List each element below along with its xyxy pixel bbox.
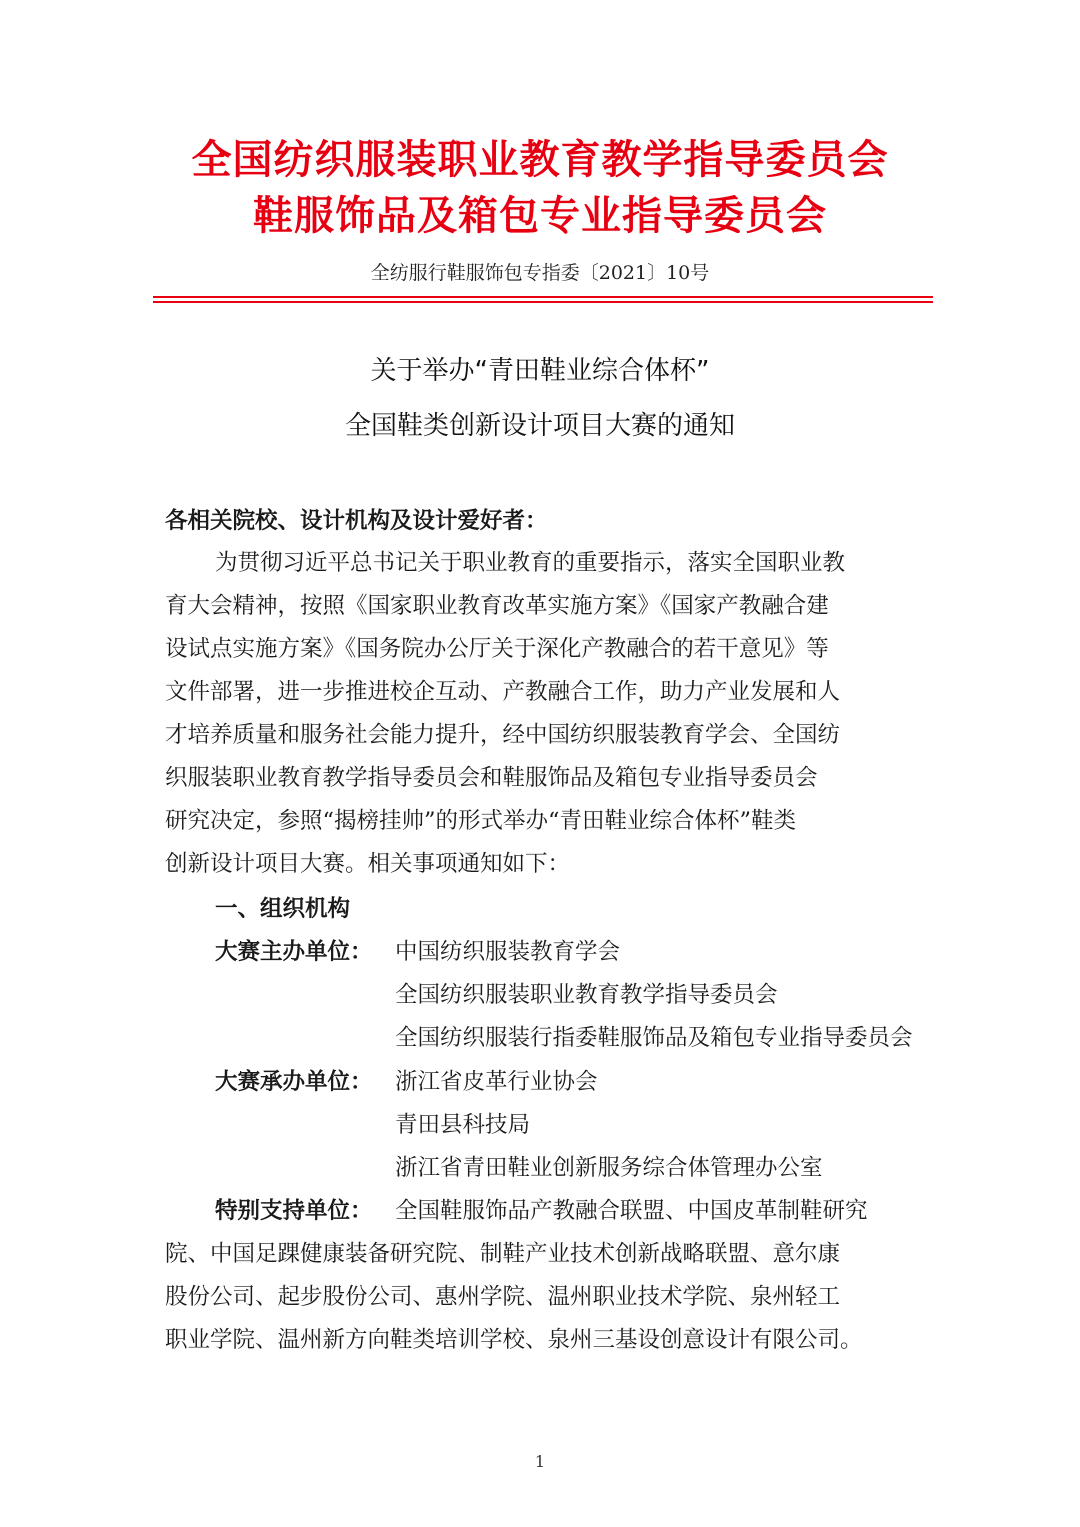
host-unit: 中国纺织服装教育学会: [395, 939, 621, 965]
organizer-unit: 青田县科技局: [395, 1112, 531, 1138]
notice-title-line2: 全国鞋类创新设计项目大赛的通知: [344, 411, 735, 441]
issuer-title-line1: 全国纺织服装职业教育教学指导委员会: [191, 137, 889, 183]
intro-line: 研究决定，参照“揭榜挂帅”的形式举办“青田鞋业综合体杯”鞋类: [165, 808, 797, 834]
support-line: 院、中国足踝健康装备研究院、制鞋产业技术创新战略联盟、意尔康: [165, 1241, 841, 1267]
host-unit: 全国纺织服装行指委鞋服饰品及箱包专业指导委员会: [395, 1025, 913, 1051]
support-line: 职业学院、温州新方向鞋类培训学校、泉州三基设创意设计有限公司。: [165, 1327, 863, 1353]
section-heading-organization: 一、组织机构: [215, 896, 351, 922]
host-label: 大赛主办单位：: [215, 939, 373, 965]
issuer-title-line2: 鞋服饰品及箱包专业指导委员会: [253, 193, 827, 239]
red-divider-thick: [153, 296, 933, 298]
page-number: 1: [534, 1452, 546, 1471]
support-label: 特别支持单位：: [215, 1198, 373, 1224]
intro-line: 为贯彻习近平总书记关于职业教育的重要指示，落实全国职业教: [215, 550, 846, 576]
support-line: 股份公司、起步股份公司、惠州学院、温州职业技术学院、泉州轻工: [165, 1284, 841, 1310]
salutation: 各相关院校、设计机构及设计爱好者：: [165, 508, 548, 534]
red-divider-thin: [153, 301, 933, 303]
support-line: 全国鞋服饰品产教融合联盟、中国皮革制鞋研究: [395, 1198, 868, 1224]
organizer-unit: 浙江省青田鞋业创新服务综合体管理办公室: [395, 1155, 823, 1181]
intro-line: 才培养质量和服务社会能力提升，经中国纺织服装教育学会、全国纺: [165, 722, 841, 748]
intro-line: 育大会精神，按照《国家职业教育改革实施方案》《国家产教融合建: [165, 593, 829, 619]
intro-line: 设试点实施方案》《国务院办公厅关于深化产教融合的若干意见》等: [165, 636, 829, 662]
intro-line: 织服装职业教育教学指导委员会和鞋服饰品及箱包专业指导委员会: [165, 765, 818, 791]
notice-title-line1: 关于举办“青田鞋业综合体杯”: [370, 356, 710, 386]
intro-line: 创新设计项目大赛。相关事项通知如下：: [165, 851, 571, 877]
host-unit: 全国纺织服装职业教育教学指导委员会: [395, 982, 778, 1008]
organizer-unit: 浙江省皮革行业协会: [395, 1069, 598, 1095]
organizer-label: 大赛承办单位：: [215, 1069, 373, 1095]
document-number: 全纺服行鞋服饰包专指委〔2021〕10号: [370, 262, 710, 284]
intro-line: 文件部署，进一步推进校企互动、产教融合工作，助力产业发展和人: [165, 679, 841, 705]
